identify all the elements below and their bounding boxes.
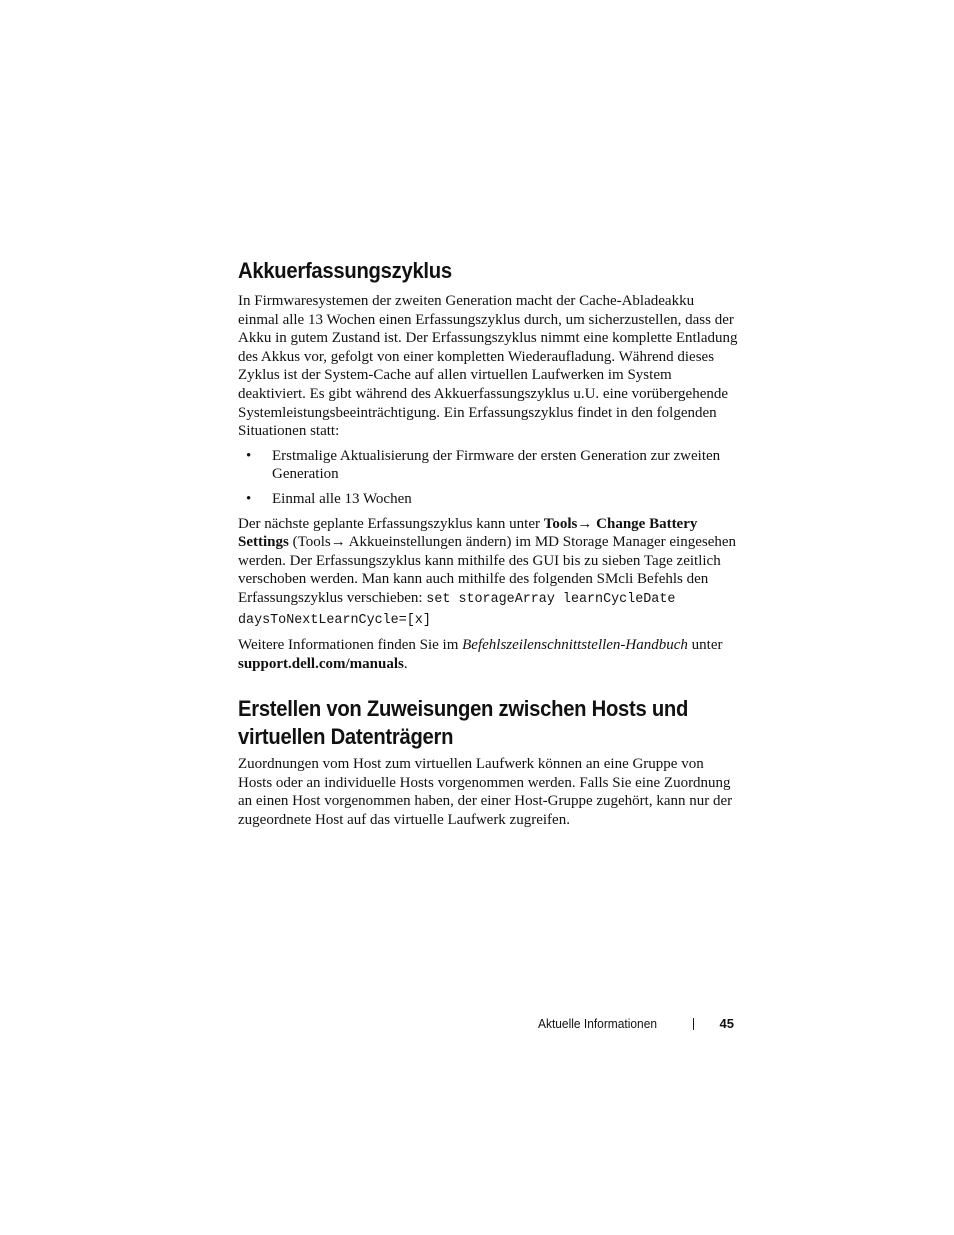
text-run: Der nächste geplante Erfassungszyklus kann unter (238, 515, 544, 532)
situations-list (238, 447, 738, 509)
page-content (238, 254, 738, 836)
page-footer (538, 1014, 734, 1034)
reference-paragraph (238, 636, 738, 673)
menu-path-change-battery-settings: Change Battery Settings (238, 515, 698, 551)
page-number: 45 (719, 1016, 734, 1031)
support-link[interactable]: support.dell.com/manuals (238, 655, 404, 672)
smcli-command: set storageArray learnCycleDate daysToNextLearnCycle=[x] (238, 591, 676, 628)
list-item (238, 490, 738, 509)
text-run: . (403, 655, 408, 672)
menu-path-tools: Tools (543, 515, 578, 532)
section-heading-host-mappings: Erstellen von Zuweisungen zwischen Hosts und virtuellen Datenträgern (238, 696, 689, 750)
host-mappings-paragraph: Zuordnungen vom Host zum virtuellen Laufwerk können an eine Gruppe von Hosts oder an individuelle Hosts vorgenommen werden. Falls Sie eine Zuordnung an einen Host vorgenommen haben, der einer Host-Gruppe zugehört, kann nur der zugeordnete Host auf das virtuelle Laufwerk zugreifen. (238, 756, 733, 829)
arrow-icon: → (577, 515, 593, 532)
text-run: Akkueinstellungen ändern) im MD Storage Manager eingesehen werden. Der Erfassungszyklus kann mithilfe des GUI bis zu sieben Tage zeitlich verschoben werden. Man kann auch mithilfe des folgenden SMcli Befehls den Erfassungszyklus verschieben: (238, 534, 737, 606)
text-run: (Tools (288, 534, 331, 551)
learn-cycle-paragraph (238, 515, 738, 631)
section-heading-akkuerfassungszyklus: Akkuerfassungszyklus (238, 258, 452, 283)
intro-paragraph: In Firmwaresystemen der zweiten Generation macht der Cache-Abladeakku einmal alle 13 Wochen einen Erfassungszyklus durch, um sicherzustellen, dass der Akku in gutem Zustand ist. Der Erfassungszyklus nimmt eine komplette Entladung des Akkus vor, gefolgt von einer kompletten Wiederaufladung. Während dieses Zyklus ist der System-Cache auf allen virtuellen Laufwerken im System deaktiviert. Es gibt während des Akkuerfassungszyklus u.U. eine vorübergehende Systemleistungsbeeinträchtigung. Ein Erfassungszyklus findet in den folgenden Situationen statt: (238, 293, 738, 440)
arrow-icon: → (330, 534, 346, 551)
footer-section-label: Aktuelle Informationen (538, 1016, 658, 1031)
list-item (238, 447, 738, 484)
text-run: unter (687, 637, 723, 654)
text-run: Weitere Informationen finden Sie im (238, 637, 463, 654)
manual-title: Befehlszeilenschnittstellen-Handbuch (462, 637, 688, 654)
bullet-icon: • (246, 490, 252, 507)
list-item-text: Erstmalige Aktualisierung der Firmware der ersten Generation zur zweiten Generation (272, 447, 721, 483)
bullet-icon: • (246, 447, 252, 464)
list-item-text: Einmal alle 13 Wochen (272, 490, 412, 507)
